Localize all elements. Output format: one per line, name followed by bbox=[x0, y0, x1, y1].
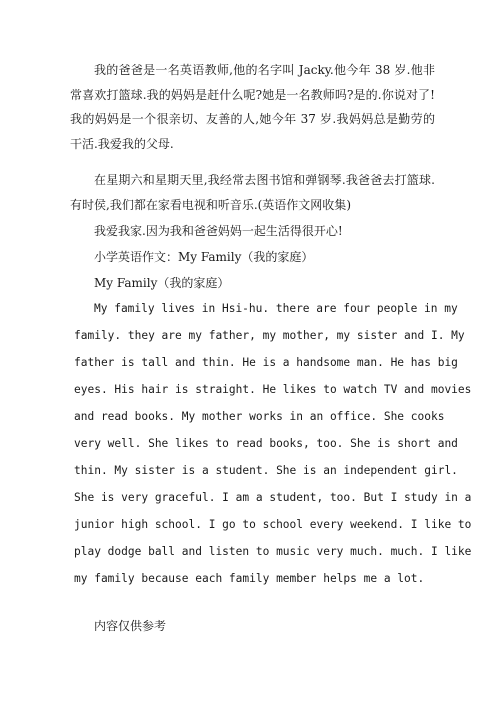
essay-line: junior high school. I go to school every weekend. I like to bbox=[74, 518, 472, 531]
essay-line: thin. My sister is a student. She is an independent girl. bbox=[74, 464, 458, 477]
essay-line: eyes. His hair is straight. He likes to watch TV and movies bbox=[74, 383, 472, 396]
paragraph-weekend: 在星期六和星期天里,我经常去图书馆和弹钢琴.我爸爸去打篮球.有时侯,我们都在家看电视和听音乐.(英语作文网收集) bbox=[70, 173, 435, 212]
essay-line: very well. She likes to read books, too. She is short and bbox=[74, 437, 458, 450]
footer-note: 内容仅供参考 bbox=[94, 619, 167, 633]
essay-line: my family because each family member helps me a lot. bbox=[74, 572, 425, 585]
essay-title: My Family（我的家庭） bbox=[94, 276, 230, 290]
paragraph-love-family: 我爱我家.因为我和爸爸妈妈一起生活得很开心! bbox=[94, 224, 343, 238]
essay-heading: 小学英语作文：My Family（我的家庭） bbox=[94, 250, 314, 264]
essay-line: family. they are my father, my mother, my sister and I. My bbox=[74, 329, 465, 342]
essay-line: My family lives in Hsi-hu. there are four people in my bbox=[94, 302, 458, 315]
essay-line: play dodge ball and listen to music very much. much. I like bbox=[74, 545, 472, 558]
essay-line: and read books. My mother works in an office. She cooks bbox=[74, 410, 445, 423]
essay-line: father is tall and thin. He is a handsome man. He has big bbox=[74, 356, 458, 369]
paragraph-parents: 我的爸爸是一名英语教师,他的名字叫 Jacky.他今年 38 岁.他非常喜欢打篮球.我的妈妈是赶什么呢?她是一名教师吗?是的.你说对了!我的妈妈是一个很亲切、友善的人,她今年 37 岁.我妈妈总是勤劳的干活.我爱我的父母. bbox=[70, 63, 435, 151]
essay-line: She is very graceful. I am a student, too. But I study in a bbox=[74, 491, 472, 504]
